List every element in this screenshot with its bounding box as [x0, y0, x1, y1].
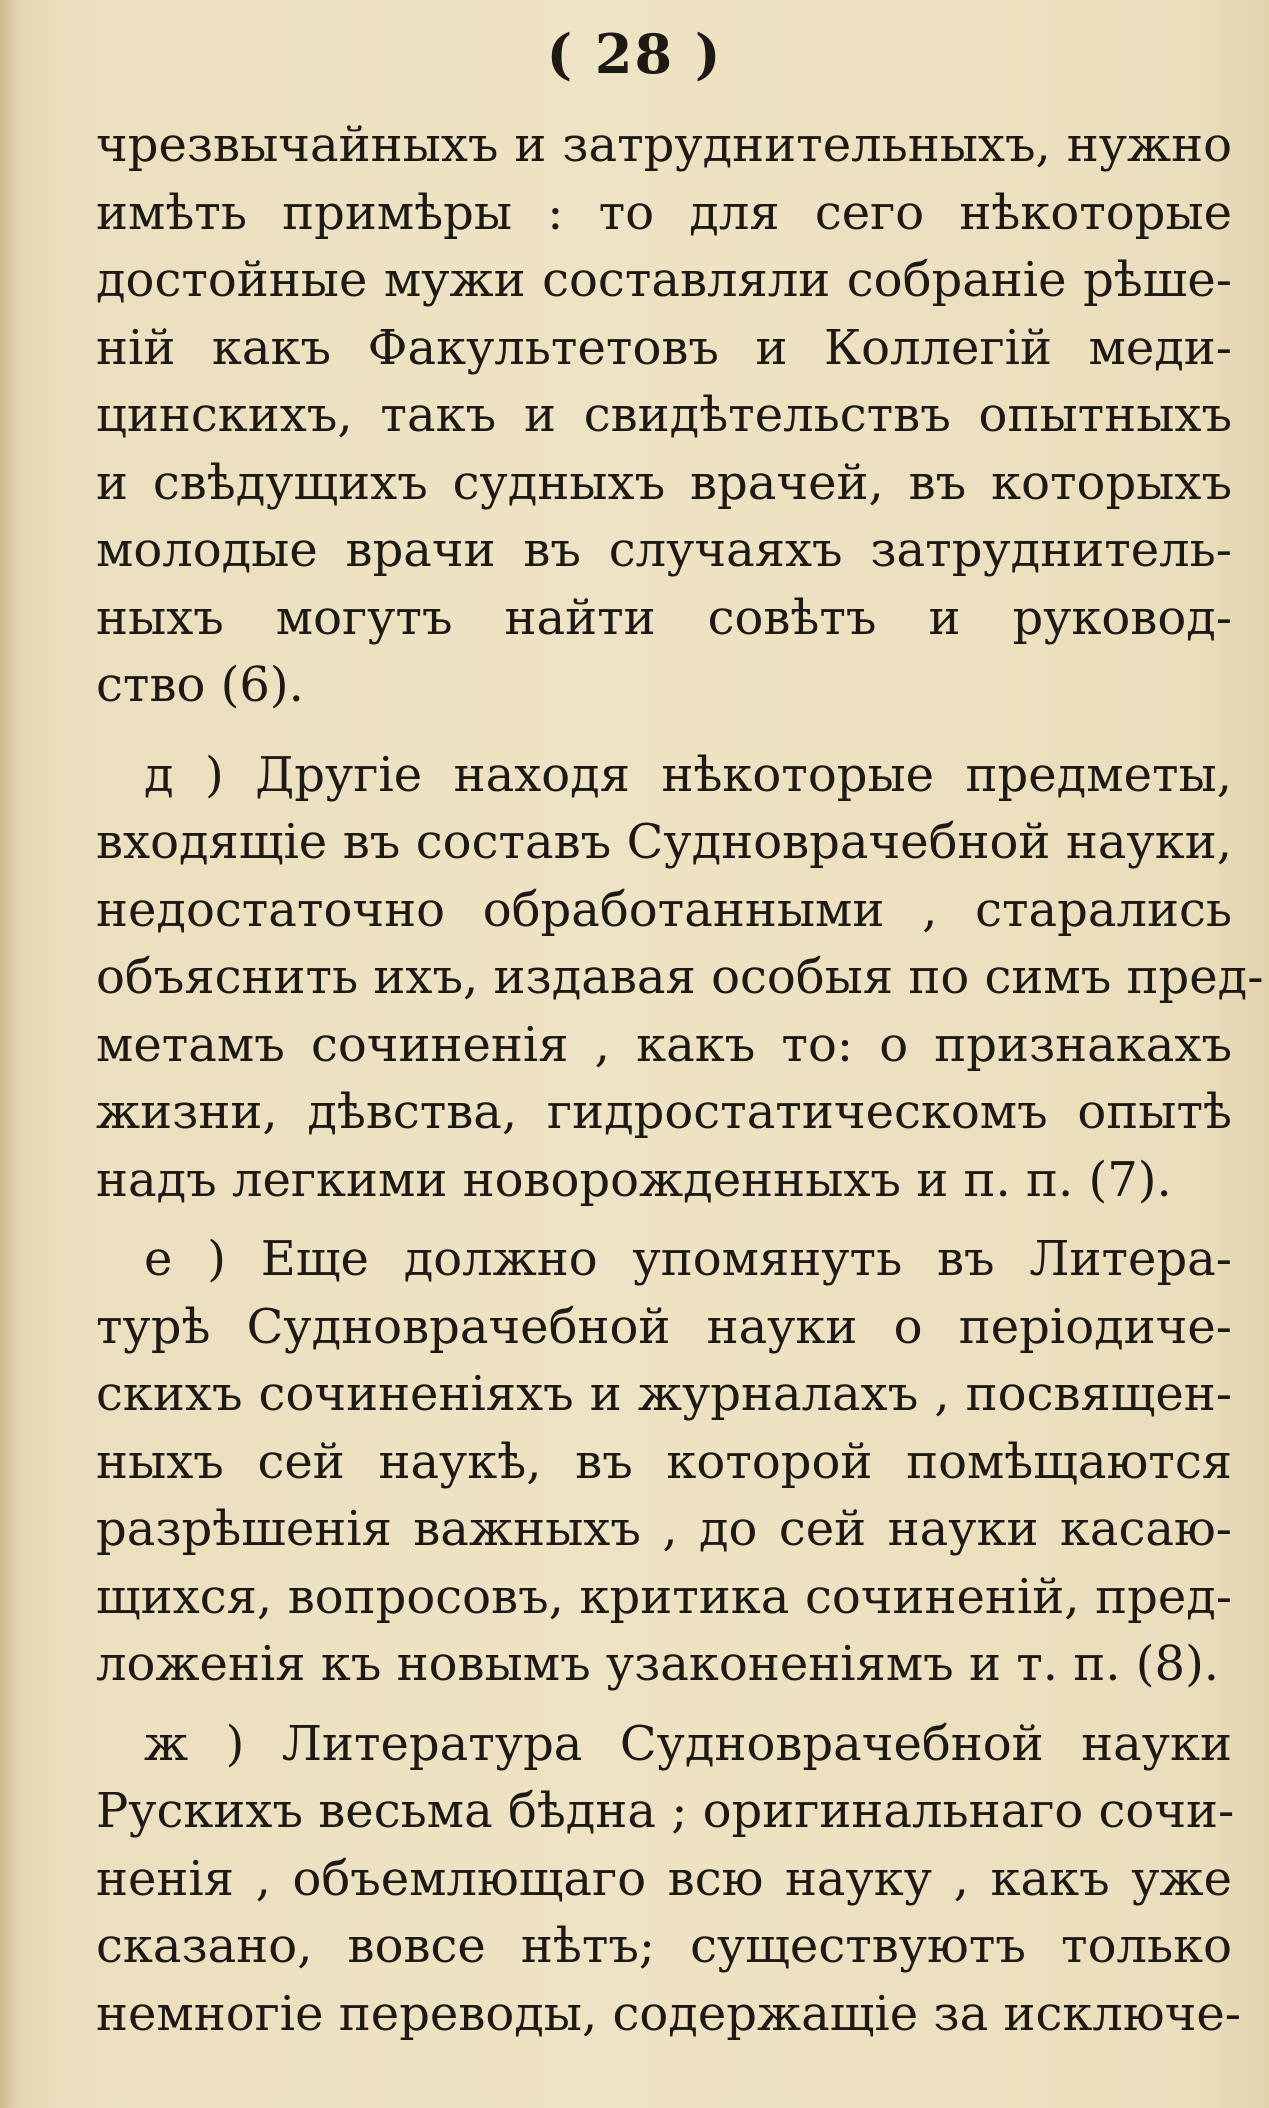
text-line: достойные мужи составляли собраніе рѣше- [96, 252, 1232, 308]
text-line: имѣть примѣры : то для сего нѣкоторые [96, 184, 1232, 241]
paragraph-d-start: д ) Другіе находя нѣкоторые предметы, [144, 746, 1232, 803]
text-line: ложенія къ новымъ узаконеніямъ и т. п. (8). [96, 1636, 1220, 1692]
text-line: и свѣдущихъ судныхъ врачей, въ которыхъ [96, 454, 1232, 511]
text-line: молодые врачи въ случаяхъ затруднитель- [96, 522, 1232, 578]
text-line: разрѣшенія важныхъ , до сей науки касаю- [96, 1501, 1232, 1557]
text-line: немногіе переводы, содержащіе за исключе- [96, 1985, 1241, 2042]
text-line: цинскихъ, такъ и свидѣтельствъ опытныхъ [96, 387, 1232, 443]
text-line: жизни, дѣвства, гидростатическомъ опытѣ [96, 1084, 1232, 1140]
text-line: ство (6). [96, 657, 304, 713]
page-number: ( 28 ) [546, 22, 723, 86]
text-line: чрезвычайныхъ и затруднительныхъ, нужно [96, 117, 1232, 173]
paragraph-zh-start: ж ) Литература Судноврачебной науки [144, 1715, 1232, 1772]
paragraph-gap [96, 720, 1232, 742]
text-line: ныхъ сей наукѣ, въ которой помѣщаются [96, 1433, 1232, 1490]
paragraph-e-start: е ) Еще должно упомянуть въ Литера- [144, 1231, 1232, 1287]
paragraph-gap [96, 1214, 1232, 1226]
text-line: щихся, вопросовъ, критика сочиненій, пред- [96, 1568, 1232, 1625]
text-line: метамъ сочиненія , какъ то: о признакахъ [96, 1016, 1232, 1073]
paragraph-gap [96, 1699, 1232, 1711]
text-line: Рускихъ весьма бѣдна ; оригинальнаго сочи- [96, 1783, 1235, 1839]
page-binding-edge [0, 0, 16, 2108]
text-line: ній какъ Факультетовъ и Коллегій меди- [96, 319, 1232, 376]
text-line: недостаточно обработанными , старались [96, 881, 1232, 938]
text-line: объяснить ихъ, издавая особыя по симъ пред- [96, 949, 1264, 1005]
text-line: входящіе въ составъ Судноврачебной науки, [96, 814, 1232, 870]
text-line: скихъ сочиненіяхъ и журналахъ , посвящен- [96, 1366, 1232, 1422]
text-line: ныхъ могутъ найти совѣтъ и руковод- [96, 589, 1232, 646]
text-line: турѣ Судноврачебной науки о періодиче- [96, 1298, 1232, 1355]
body-text [96, 112, 1264, 2048]
text-line: надъ легкими новорожденныхъ и п. п. (7). [96, 1151, 1172, 1208]
text-line: сказано, вовсе нѣтъ; существуютъ только [96, 1918, 1232, 1974]
text-line: ненія , объемлющаго всю науку , какъ уже [96, 1850, 1232, 1907]
